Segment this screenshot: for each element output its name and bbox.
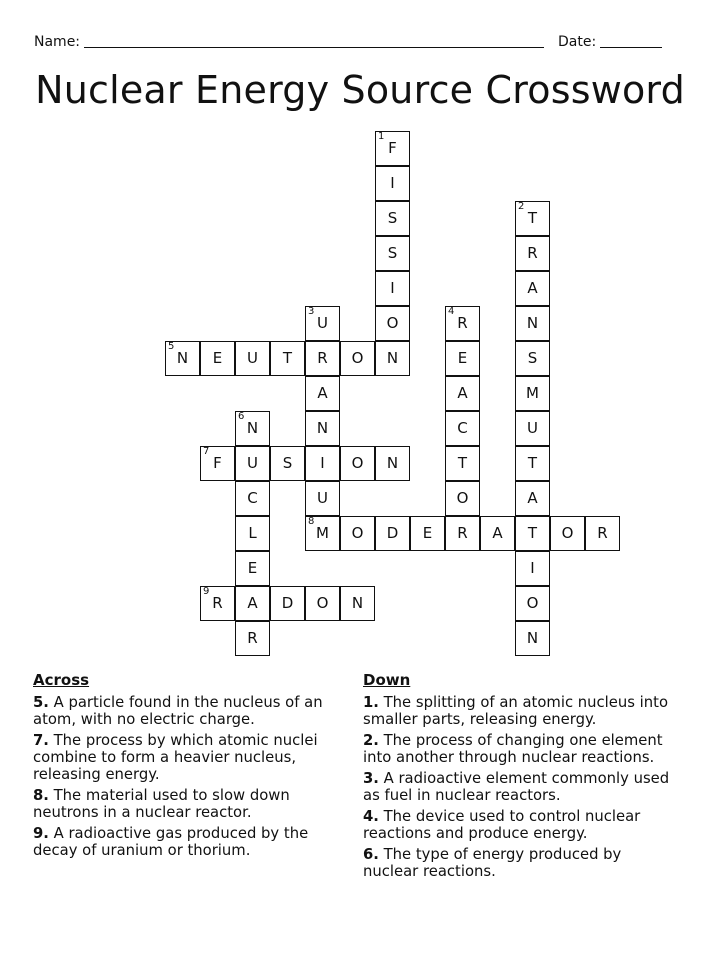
cell-letter: N [386,349,399,367]
cell-letter: S [387,244,398,262]
cell-letter: U [317,489,328,507]
cell-letter: N [386,454,399,472]
cell-letter: T [282,349,293,367]
crossword-cell[interactable] [375,341,410,376]
crossword-cell[interactable] [305,586,340,621]
crossword-cell[interactable] [270,446,305,481]
date-label: Date: [558,34,597,50]
crossword-cell[interactable] [200,446,235,481]
clue-number: 9. [33,825,49,842]
clue-number-label: 6 [238,411,245,422]
cell-letter: F [388,139,397,157]
cell-letter: D [281,594,294,612]
across-clue [33,694,343,728]
crossword-cell[interactable] [515,621,550,656]
crossword-cell[interactable] [445,411,480,446]
crossword-cell[interactable] [235,551,270,586]
cell-letter: N [351,594,364,612]
cell-letter: R [457,314,468,332]
clue-number-label: 2 [518,201,525,212]
clue-number-label: 7 [203,446,210,457]
name-label: Name: [34,34,81,50]
cell-letter: O [526,594,539,612]
crossword-cell[interactable] [200,341,235,376]
clue-number: 6. [363,846,379,863]
cell-letter: N [526,314,539,332]
clue-number: 2. [363,732,379,749]
cell-letter: S [387,209,398,227]
crossword-cell[interactable] [515,376,550,411]
crossword-cell[interactable] [375,271,410,306]
clue-number: 7. [33,732,49,749]
crossword-cell[interactable] [515,446,550,481]
crossword-cell[interactable] [445,446,480,481]
clue-text: The process by which atomic nuclei combine to form a heavier nucleus, releasing energy. [33,732,318,783]
cell-letter: I [390,174,395,192]
clue-text: The type of energy produced by nuclear reactions. [363,846,622,880]
crossword-cell[interactable] [375,166,410,201]
crossword-cell[interactable] [235,341,270,376]
down-clue [363,808,678,842]
crossword-cell[interactable] [340,341,375,376]
cell-letter: I [390,279,395,297]
crossword-cell[interactable] [235,621,270,656]
crossword-cell[interactable] [305,481,340,516]
crossword-cell[interactable] [375,306,410,341]
cell-letter: C [457,419,468,437]
across-clue [33,732,343,783]
crossword-cell[interactable] [270,586,305,621]
crossword-cell[interactable] [515,516,550,551]
crossword-cell[interactable] [585,516,620,551]
clue-text: A radioactive element commonly used as fuel in nuclear reactors. [363,770,670,804]
cell-letter: T [527,454,538,472]
cell-letter: I [320,454,325,472]
crossword-cell[interactable] [305,446,340,481]
crossword-cell[interactable] [445,341,480,376]
crossword-cell[interactable] [375,201,410,236]
cell-letter: A [247,594,258,612]
crossword-cell[interactable] [200,586,235,621]
clue-number-label: 8 [308,516,315,527]
clue-text: A radioactive gas produced by the decay of uranium or thorium. [33,825,309,859]
across-heading: Across [33,671,90,689]
crossword-cell[interactable] [305,516,340,551]
crossword-cell[interactable] [305,341,340,376]
crossword-cell[interactable] [515,271,550,306]
down-clue [363,770,678,804]
page-title: Nuclear Energy Source Crossword [35,68,685,112]
crossword-cell[interactable] [515,201,550,236]
crossword-cell[interactable] [375,236,410,271]
cell-letter: O [561,524,574,542]
cell-letter: O [456,489,469,507]
crossword-cell[interactable] [235,481,270,516]
clue-text: The device used to control nuclear reactions and produce energy. [363,808,641,842]
cell-letter: O [386,314,399,332]
down-heading: Down [363,671,411,689]
cell-letter: A [527,489,538,507]
cell-letter: E [457,349,468,367]
cell-letter: N [176,349,189,367]
crossword-cell[interactable] [515,236,550,271]
crossword-cell[interactable] [235,446,270,481]
crossword-cell[interactable] [235,586,270,621]
crossword-cell[interactable] [375,446,410,481]
crossword-cell[interactable] [305,376,340,411]
crossword-cell[interactable] [235,411,270,446]
across-clues [33,672,343,863]
cell-letter: N [246,419,259,437]
cell-letter: E [422,524,433,542]
cell-letter: A [457,384,468,402]
cell-letter: U [247,349,258,367]
cell-letter: O [351,524,364,542]
cell-letter: S [282,454,293,472]
crossword-cell[interactable] [305,306,340,341]
crossword-cell[interactable] [515,586,550,621]
clue-number: 8. [33,787,49,804]
down-clue [363,694,678,728]
cell-letter: N [526,629,539,647]
crossword-cell[interactable] [515,306,550,341]
cell-letter: E [247,559,258,577]
crossword-cell[interactable] [445,306,480,341]
cell-letter: T [527,209,538,227]
clue-number: 1. [363,694,379,711]
cell-letter: S [527,349,538,367]
cell-letter: D [386,524,399,542]
clue-number: 4. [363,808,379,825]
cell-letter: A [527,279,538,297]
crossword-cell[interactable] [410,516,445,551]
crossword-cell[interactable] [550,516,585,551]
down-clues [363,672,678,884]
crossword-cell[interactable] [445,481,480,516]
crossword-cell[interactable] [165,341,200,376]
crossword-cell[interactable] [375,131,410,166]
down-clue [363,732,678,766]
clue-text: The material used to slow down neutrons in a nuclear reactor. [33,787,290,821]
cell-letter: R [212,594,223,612]
cell-letter: L [248,524,257,542]
cell-letter: R [247,629,258,647]
cell-letter: R [457,524,468,542]
crossword-cell[interactable] [340,586,375,621]
crossword-cell[interactable] [340,516,375,551]
cell-letter: T [527,524,538,542]
across-clue [33,825,343,859]
cell-letter: R [317,349,328,367]
crossword-cell[interactable] [445,516,480,551]
clue-text: The process of changing one element into another through nuclear reactions. [363,732,663,766]
clue-text: The splitting of an atomic nucleus into smaller parts, releasing energy. [363,694,669,728]
across-clue [33,787,343,821]
crossword-cell[interactable] [270,341,305,376]
clue-number-label: 5 [168,341,175,352]
cell-letter: A [492,524,503,542]
crossword-cell[interactable] [375,516,410,551]
clue-number: 3. [363,770,379,787]
crossword-cell[interactable] [445,376,480,411]
cell-letter: R [597,524,608,542]
crossword-cell[interactable] [480,516,515,551]
cell-letter: U [247,454,258,472]
clue-text: A particle found in the nucleus of an atom, with no electric charge. [33,694,323,728]
down-clue [363,846,678,880]
clue-number: 5. [33,694,49,711]
crossword-cell[interactable] [340,446,375,481]
cell-letter: I [530,559,535,577]
crossword-cell[interactable] [305,411,340,446]
cell-letter: U [527,419,538,437]
cell-letter: O [351,349,364,367]
cell-letter: E [212,349,223,367]
cell-letter: O [316,594,329,612]
cell-letter: M [526,384,539,402]
cell-letter: R [527,244,538,262]
clue-number-label: 1 [378,131,385,142]
crossword-cell[interactable] [235,516,270,551]
crossword-cell[interactable] [515,341,550,376]
cell-letter: F [213,454,222,472]
cell-letter: N [316,419,329,437]
cell-letter: T [457,454,468,472]
cell-letter: O [351,454,364,472]
crossword-cell[interactable] [515,411,550,446]
cell-letter: M [316,524,329,542]
crossword-cell[interactable] [515,551,550,586]
clue-number-label: 4 [448,306,455,317]
cell-letter: U [317,314,328,332]
cell-letter: A [317,384,328,402]
crossword-cell[interactable] [515,481,550,516]
cell-letter: C [247,489,258,507]
clue-number-label: 3 [308,306,315,317]
clue-number-label: 9 [203,586,210,597]
